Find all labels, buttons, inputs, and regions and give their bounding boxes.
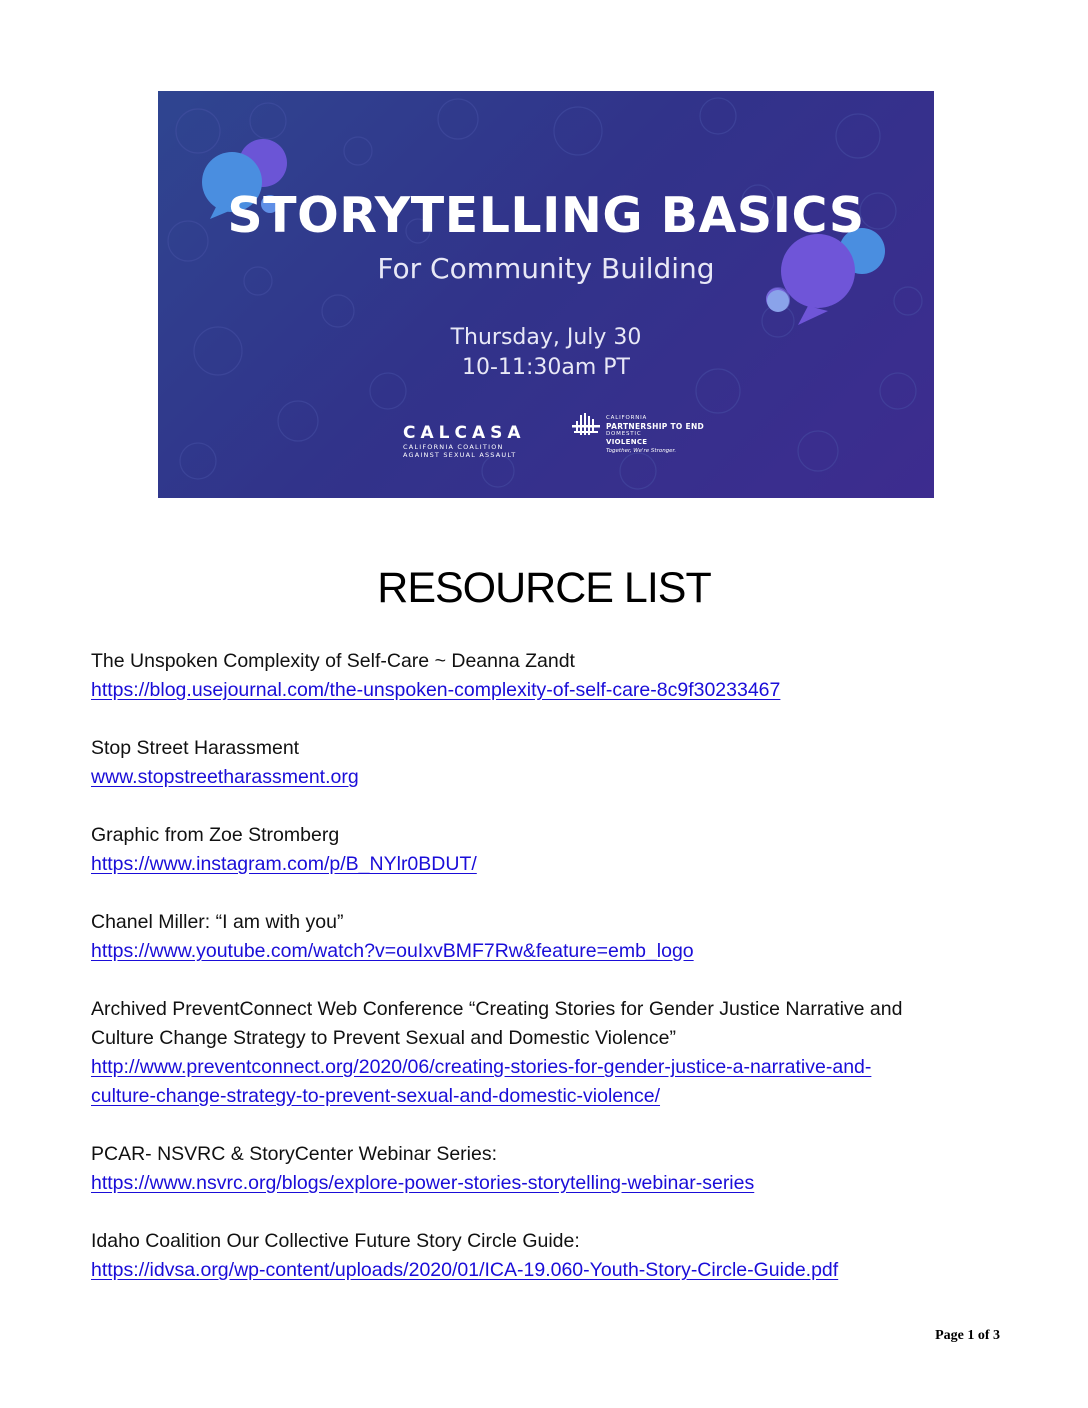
calcasa-logo-name: CALCASA xyxy=(403,423,526,443)
list-item xyxy=(91,734,1011,792)
calcasa-logo-line2: AGAINST SEXUAL ASSAULT xyxy=(403,451,517,459)
resource-list xyxy=(91,647,1011,1314)
banner-subtitle: For Community Building xyxy=(377,252,715,285)
partnership-logo-line1: CALIFORNIA xyxy=(606,415,648,421)
resource-title-line2: Culture Change Strategy to Prevent Sexual and Domestic Violence” xyxy=(91,1027,676,1049)
list-item xyxy=(91,647,1011,705)
resource-link-line2[interactable]: culture-change-strategy-to-prevent-sexual-and-domestic-violence/ xyxy=(91,1085,661,1107)
resource-title: Graphic from Zoe Stromberg xyxy=(91,824,340,846)
list-item xyxy=(91,908,1011,966)
banner-time: 10-11:30am PT xyxy=(462,355,630,380)
resource-title: Idaho Coalition Our Collective Future Story Circle Guide: xyxy=(91,1230,580,1252)
list-item xyxy=(91,1227,1011,1285)
banner-date: Thursday, July 30 xyxy=(450,325,642,350)
resource-link[interactable]: https://www.youtube.com/watch?v=ouIxvBMF7Rw&feature=emb_logo xyxy=(91,940,694,962)
list-item xyxy=(91,821,1011,879)
calcasa-logo xyxy=(403,423,526,459)
page-title: RESOURCE LIST xyxy=(377,564,711,612)
partnership-logo-tagline: Together, We're Stronger. xyxy=(606,448,677,454)
resource-title: Chanel Miller: “I am with you” xyxy=(91,911,344,933)
event-banner xyxy=(158,91,934,498)
page-number: Page 1 of 3 xyxy=(935,1328,1000,1343)
resource-link[interactable]: www.stopstreetharassment.org xyxy=(91,766,359,788)
resource-title: The Unspoken Complexity of Self-Care ~ Deanna Zandt xyxy=(91,650,575,672)
resource-link[interactable]: https://idvsa.org/wp-content/uploads/2020/01/ICA-19.060-Youth-Story-Circle-Guide.pdf xyxy=(91,1259,839,1281)
resource-title-line1: Archived PreventConnect Web Conference “Creating Stories for Gender Justice Narrative and xyxy=(91,998,903,1020)
banner-title: STORYTELLING BASICS xyxy=(227,187,865,244)
partnership-logo-line4: VIOLENCE xyxy=(606,438,648,446)
partnership-logo-line2: PARTNERSHIP TO END xyxy=(606,422,705,431)
banner-datetime xyxy=(158,323,934,383)
resource-link[interactable]: https://www.instagram.com/p/B_NYlr0BDUT/ xyxy=(91,853,477,875)
resource-link[interactable]: https://blog.usejournal.com/the-unspoken-complexity-of-self-care-8c9f30233467 xyxy=(91,679,781,701)
resource-link[interactable]: https://www.nsvrc.org/blogs/explore-power-stories-storytelling-webinar-series xyxy=(91,1172,755,1194)
list-item xyxy=(91,995,1011,1111)
resource-link-line1[interactable]: http://www.preventconnect.org/2020/06/creating-stories-for-gender-justice-a-narrative-and- xyxy=(91,1056,872,1078)
list-item xyxy=(91,1140,1011,1198)
resource-title: Stop Street Harassment xyxy=(91,737,300,759)
resource-title: PCAR- NSVRC & StoryCenter Webinar Series: xyxy=(91,1143,498,1165)
partnership-logo-mark-icon xyxy=(570,413,602,439)
calcasa-logo-line1: CALIFORNIA COALITION xyxy=(403,443,504,451)
partnership-logo-line3: DOMESTIC xyxy=(606,431,642,437)
speech-bubbles-decoration xyxy=(158,91,934,498)
